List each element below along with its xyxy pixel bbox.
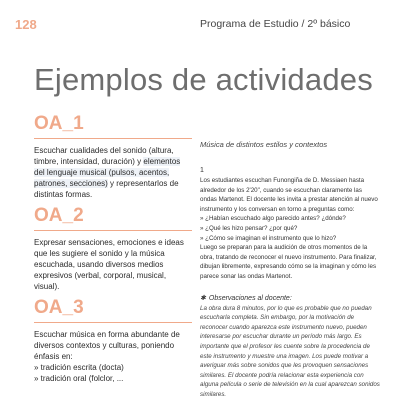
activity-question: » ¿Cómo se imaginan el instrumento que lo hizo?: [200, 234, 380, 244]
objective-text: [34, 329, 192, 384]
activity-closing: Luego se preparan para la audición de otros momentos de la obra, tratando de reconocer el nuevo instrumento. Para finalizar, dibujan libremente, expresando cómo se la imaginan y cómo les parece sonar las ondas Martenot.: [200, 244, 377, 280]
objective-text-part: y representarlos de distintas formas.: [34, 179, 179, 199]
objective-title: OA_2: [34, 204, 192, 231]
objective-text: Expresar sensaciones, emociones e ideas que les sugiere el sonido y la música escuchada, usando diversos medios expresivos (verbal, corporal, musical, visual).: [34, 238, 184, 291]
objective-title: OA_1: [34, 112, 192, 139]
objective-text-highlight: elementos del lenguaje musical (pulsos, acentos, patrones, secciones): [34, 157, 181, 188]
objective-oa-2: [34, 204, 192, 292]
activity-intro: Los estudiantes escuchan Funongiña de D. Messiaen hasta alrededor de los 2'20", cuando se escuchan claramente las ondas Martenot. El docente les invita a prestar atención al nuevo instrumento y los conversan en torno a preguntas como:: [200, 177, 378, 213]
activity-question: » ¿Qué les hizo pensar? ¿por qué?: [200, 224, 380, 234]
activity-question: » ¿Habían escuchado algo parecido antes? ¿dónde?: [200, 214, 380, 224]
objective-text: [34, 145, 192, 200]
activity-title: Música de distintos estilos y contextos: [200, 140, 328, 149]
activity-column: [200, 140, 380, 399]
page-heading: Ejemplos de actividades: [34, 62, 373, 97]
observations-box: [200, 294, 380, 400]
step-number: 1: [200, 167, 204, 174]
objective-title: OA_3: [34, 296, 192, 323]
objective-bullet: » tradición oral (folclor, ...: [34, 373, 192, 384]
observations-heading: Observaciones al docente:: [208, 294, 292, 302]
objective-text-part: Escuchar cualidades del sonido (altura, timbre, intensidad, duración) y: [34, 146, 174, 166]
objectives-column: [34, 112, 192, 388]
objective-bullet: » tradición escrita (docta): [34, 362, 192, 373]
objective-oa-1: [34, 112, 192, 200]
observations-heading-row: [200, 294, 380, 304]
header-title: Programa de Estudio / 2º básico: [200, 18, 351, 30]
page-number: 128: [15, 17, 37, 32]
objective-text-main: Escuchar música en forma abundante de diversos contextos y culturas, poniendo énfasis en:: [34, 330, 180, 361]
objective-bullet-list: [34, 362, 192, 384]
objective-oa-3: [34, 296, 192, 384]
star-icon: ✱: [200, 294, 206, 302]
observations-text: La obra dura 8 minutos, por lo que es probable que no puedan escucharla completa. Sin embargo, por la motivación de reconocer cuando aparezca este instrumento nuevo, pueden interesarse por escuchar durante un período más largo. Es importante que el profesor les cuente sobre la procedencia de este instrumento y muestre una imagen. Los puede motivar a averiguar más sobre sonidos que les provoquen sensaciones similares. El docente podría relacionar esta experiencia con alguna película o serie de televisión en la cual aparezcan sonidos similares.: [200, 304, 380, 398]
